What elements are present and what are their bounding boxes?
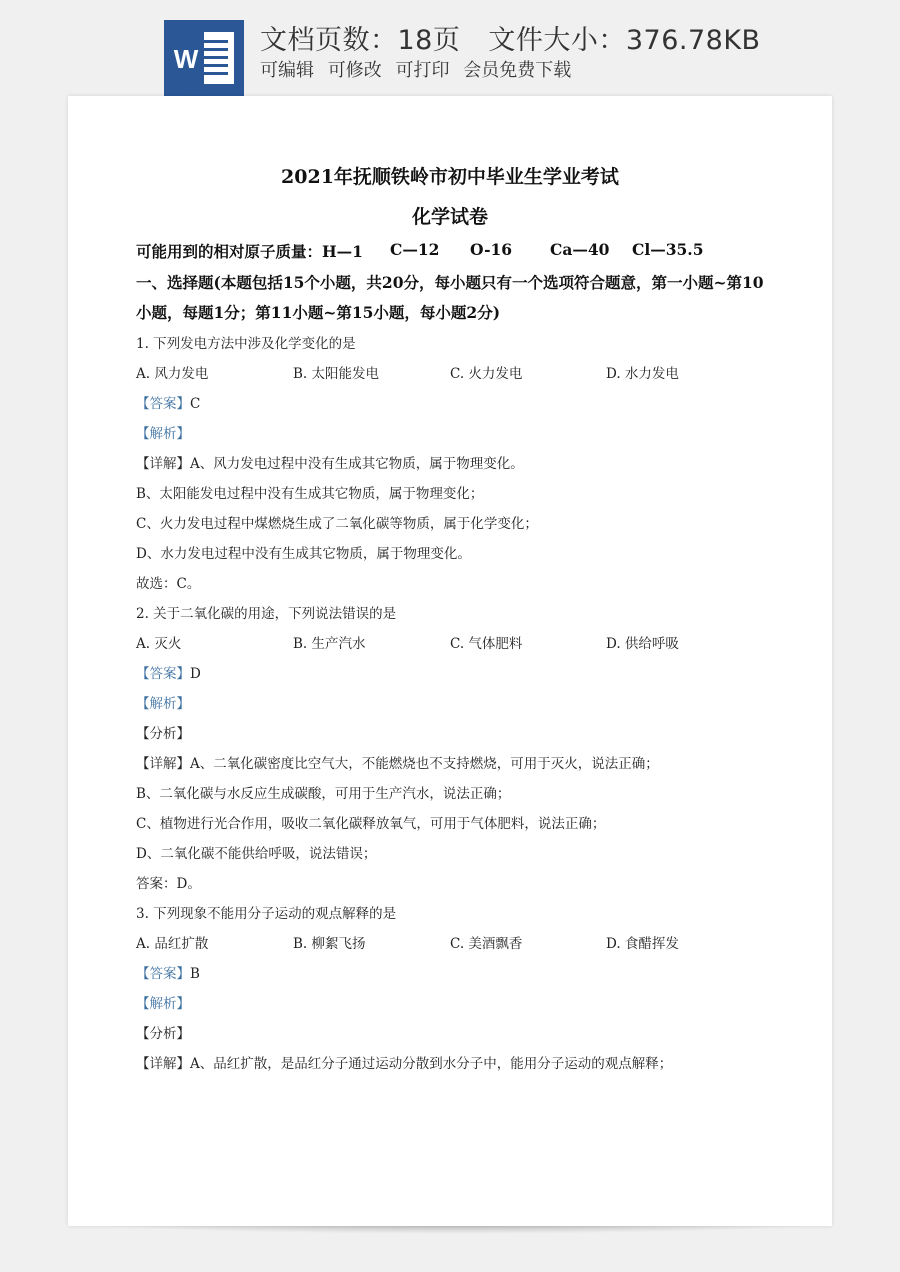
answer-tag: 【答案】	[136, 666, 190, 682]
question-1-detail-3: C、火力发电过程中煤燃烧生成了二氧化碳等物质，属于化学变化；	[136, 516, 538, 532]
question-3-option-c: C. 美酒飘香	[450, 936, 523, 952]
atomic-mass-cl: Cl—35.5	[632, 240, 704, 259]
document-subtitle: 化学试卷	[411, 206, 488, 228]
detail-tag: 【详解】	[136, 1056, 190, 1072]
page-count-label: 文档页数：18页	[260, 25, 461, 56]
answer-value: B	[190, 966, 200, 982]
question-1-option-d: D. 水力发电	[606, 366, 679, 382]
question-1-analysis-tag: 【解析】	[136, 426, 190, 442]
answer-tag: 【答案】	[136, 966, 190, 982]
feature-printable: 可打印	[395, 60, 450, 81]
question-3-option-b: B. 柳絮飞扬	[293, 936, 366, 952]
feature-member-download[interactable]: 会员免费下载	[463, 60, 572, 81]
question-1-detail-4: D、水力发电过程中没有生成其它物质，属于物理变化。	[136, 546, 471, 562]
banner-title	[260, 18, 761, 57]
question-3-option-a: A. 品红扩散	[136, 936, 209, 952]
feature-modifiable: 可修改	[327, 60, 382, 81]
question-3-option-d: D. 食醋挥发	[606, 936, 679, 952]
answer-value: C	[190, 396, 201, 412]
question-1-option-b: B. 太阳能发电	[293, 366, 380, 382]
detail-tag: 【详解】	[136, 756, 190, 772]
atomic-mass-h: 可能用到的相对原子质量：H—1	[136, 242, 363, 261]
file-size-label: 文件大小：376.78KB	[488, 25, 761, 56]
section-heading-line-2: 小题，每题1分；第11小题~第15小题，每小题2分)	[136, 303, 501, 322]
question-2-detail-2: B、二氧化碳与水反应生成碳酸，可用于生产汽水，说法正确；	[136, 786, 511, 802]
question-2-analysis-tag: 【解析】	[136, 696, 190, 712]
question-2-option-a: A. 灭火	[136, 636, 182, 652]
document-page	[68, 96, 832, 1226]
word-document-icon	[164, 20, 244, 96]
question-1-conclusion: 故选：C。	[136, 576, 201, 592]
question-2-answer	[136, 662, 201, 682]
word-logo-letter: W	[173, 44, 199, 74]
question-1-detail-1	[136, 452, 524, 472]
question-2-stem: 2. 关于二氧化碳的用途，下列说法错误的是	[136, 606, 397, 622]
atomic-mass-c: C—12	[390, 240, 440, 259]
detail-text: A、风力发电过程中没有生成其它物质，属于物理变化。	[190, 456, 524, 472]
question-2-option-d: D. 供给呼吸	[606, 636, 679, 652]
question-3-fenxi-tag: 【分析】	[136, 1026, 190, 1042]
question-2-detail-3: C、植物进行光合作用，吸收二氧化碳释放氧气，可用于气体肥料，说法正确；	[136, 816, 606, 832]
question-1-detail-2: B、太阳能发电过程中没有生成其它物质，属于物理变化；	[136, 486, 484, 502]
question-3-answer	[136, 962, 200, 982]
document-title: 2021年抚顺铁岭市初中毕业生学业考试	[281, 166, 619, 188]
question-1-stem: 1. 下列发电方法中涉及化学变化的是	[136, 336, 356, 352]
answer-value: D	[190, 666, 201, 682]
question-1-option-a: A. 风力发电	[136, 366, 209, 382]
atomic-mass-line	[136, 240, 363, 262]
detail-text: A、二氧化碳密度比空气大，不能燃烧也不支持燃烧，可用于灭火，说法正确；	[190, 756, 659, 772]
atomic-mass-o: O-16	[470, 240, 513, 259]
question-3-analysis-tag: 【解析】	[136, 996, 190, 1012]
question-1-option-c: C. 火力发电	[450, 366, 523, 382]
question-2-option-c: C. 气体肥料	[450, 636, 523, 652]
question-3-stem: 3. 下列现象不能用分子运动的观点解释的是	[136, 906, 397, 922]
question-3-detail-1	[136, 1052, 672, 1072]
question-2-detail-1	[136, 752, 659, 772]
question-2-detail-4: D、二氧化碳不能供给呼吸，说法错误；	[136, 846, 377, 862]
section-heading-line-1: 一、选择题(本题包括15个小题，共20分，每小题只有一个选项符合题意，第一小题~第10	[136, 273, 764, 292]
question-2-option-b: B. 生产汽水	[293, 636, 366, 652]
feature-editable: 可编辑	[260, 60, 314, 81]
feature-list	[260, 56, 579, 82]
atomic-mass-ca: Ca—40	[550, 240, 610, 259]
answer-tag: 【答案】	[136, 396, 190, 412]
question-2-fenxi-tag: 【分析】	[136, 726, 190, 742]
detail-tag: 【详解】	[136, 456, 190, 472]
detail-text: A、品红扩散，是品红分子通过运动分散到水分子中，能用分子运动的观点解释；	[190, 1056, 673, 1072]
download-banner	[0, 0, 900, 96]
question-1-answer	[136, 392, 200, 412]
question-2-conclusion: 答案：D。	[136, 876, 201, 892]
